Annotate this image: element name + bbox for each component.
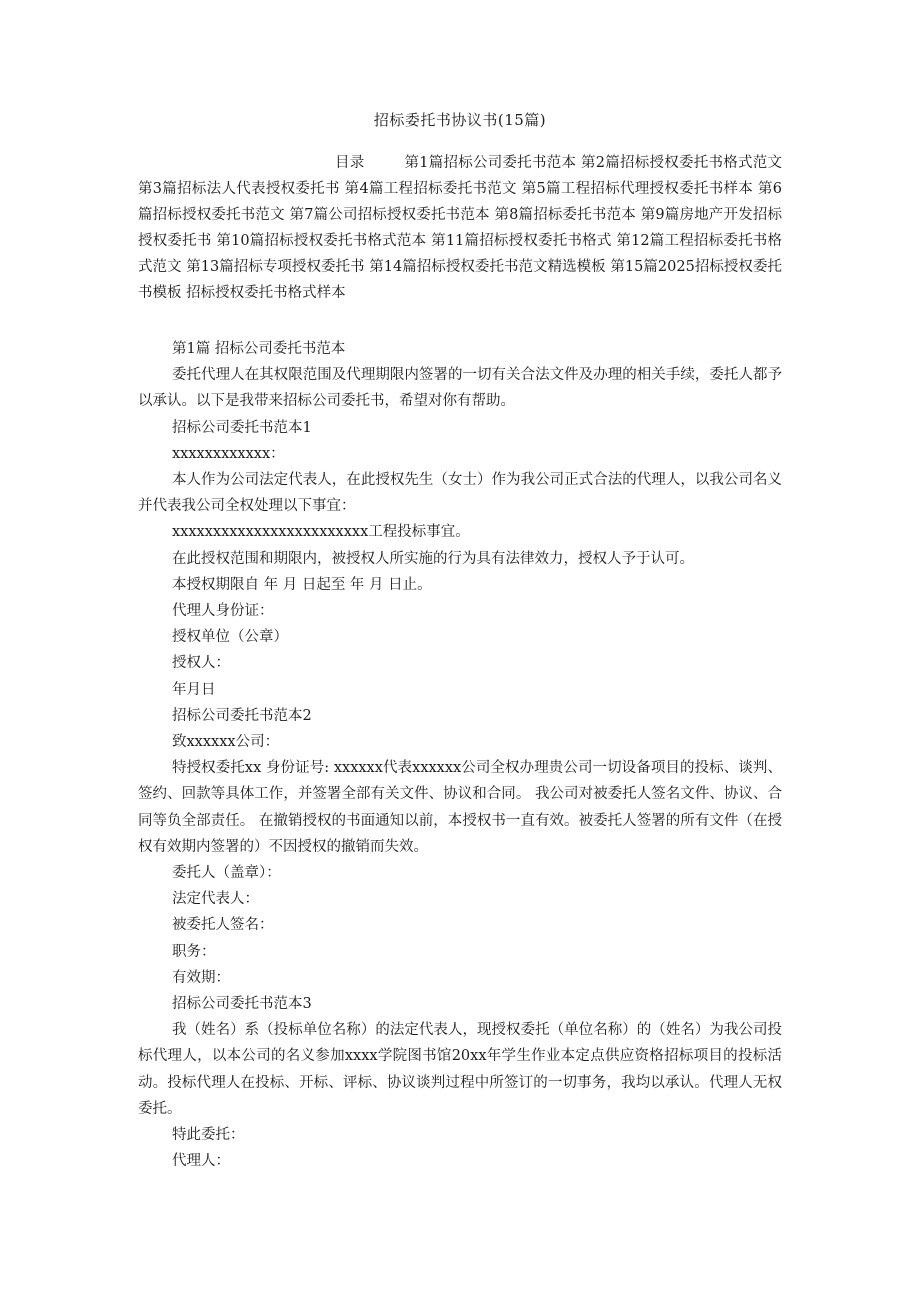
document-title: 招标委托书协议书(15篇) (373, 111, 547, 129)
form-field-line: 代理人： (172, 1153, 230, 1170)
toc-label: 目录 (335, 155, 365, 171)
paragraph: 本人作为公司法定代表人，在此授权先生（女士）作为我公司正式合法的代理人，以我公司名义并代表我公司全权处理以下事宜： (138, 472, 782, 515)
form-field-line: 年月日 (172, 681, 216, 698)
section-spacer (138, 306, 782, 332)
section-heading: 第1篇 招标公司委托书范本 (172, 341, 346, 357)
form-field-line: 被委托人签名： (172, 917, 274, 934)
subsection-heading: 招标公司委托书范本2 (172, 707, 312, 724)
paragraph: 我（姓名）系（投标单位名称）的法定代表人，现授权委托（单位名称）的（姓名）为我公司投标代理人，以本公司的名义参加xxxx学院图书馆20xx年学生作业本定点供应资格招标项目的投标活动。投标代理人在投标、开标、评标、协议谈判过程中所签订的一切事务，我均以承认。代理人无权委托。 (138, 1022, 782, 1117)
document-body (138, 336, 782, 1175)
table-of-contents (138, 150, 782, 306)
form-field-line: 代理人身份证： (172, 603, 274, 620)
paragraph: 致xxxxxx公司： (172, 734, 280, 751)
paragraph: 本授权期限自 年 月 日起至 年 月 日止。 (172, 576, 432, 593)
form-field-line: 法定代表人： (172, 891, 259, 908)
form-field-line: 职务： (172, 943, 216, 960)
paragraph: xxxxxxxxxxxxxxxxxxxxxxxx工程投标事宜。 (172, 524, 470, 541)
form-field-line: 委托人（盖章）： (172, 865, 281, 882)
paragraph: 委托代理人在其权限范围及代理期限内签署的一切有关合法文件及办理的相关手续，委托人都予以承认。以下是我带来招标公司委托书，希望对你有帮助。 (138, 367, 782, 410)
subsection-heading: 招标公司委托书范本3 (172, 996, 312, 1013)
paragraph: 在此授权范围和期限内，被授权人所实施的行为具有法律效力，授权人予于认可。 (172, 550, 694, 567)
form-field-line: 有效期： (172, 969, 230, 986)
form-field-line: 授权单位（公章） (172, 629, 288, 646)
form-field-line: 特此委托： (172, 1127, 245, 1144)
toc-entries: 第1篇招标公司委托书范本 第2篇招标授权委托书格式范文 第3篇招标法人代表授权委托书 第4篇工程招标委托书范文 第5篇工程招标代理授权委托书样本 第6篇招标授权委托书范文 第7篇公司招标授权委托书范本 第8篇招标委托书范本 第9篇房地产开发招标授权委托书 第10篇招标授权委托书格式范本 第11篇招标授权委托书格式 第12篇工程招标委托书格式范文 第13篇招标专项授权委托书 第14篇招标授权委托书范文精选模板 第15篇2025招标授权委托书模板 招标授权委托书格式样本 (138, 155, 782, 301)
paragraph: xxxxxxxxxxxx： (172, 445, 285, 462)
subsection-heading: 招标公司委托书范本1 (172, 419, 312, 436)
paragraph: 特授权委托xx 身份证号: xxxxxx代表xxxxxx公司全权办理贵公司一切设备项目的投标、谈判、签约、回款等具体工作，并签署全部有关文件、协议和合同。 我公司对被委托人签名文件、协议、合同等负全部责任。 在撤销授权的书面通知以前，本授权书一直有效。被委托人签署的所有文件（在授权有效期内签署的）不因授权的撤销而失效。 (138, 760, 782, 855)
form-field-line: 授权人： (172, 655, 230, 672)
